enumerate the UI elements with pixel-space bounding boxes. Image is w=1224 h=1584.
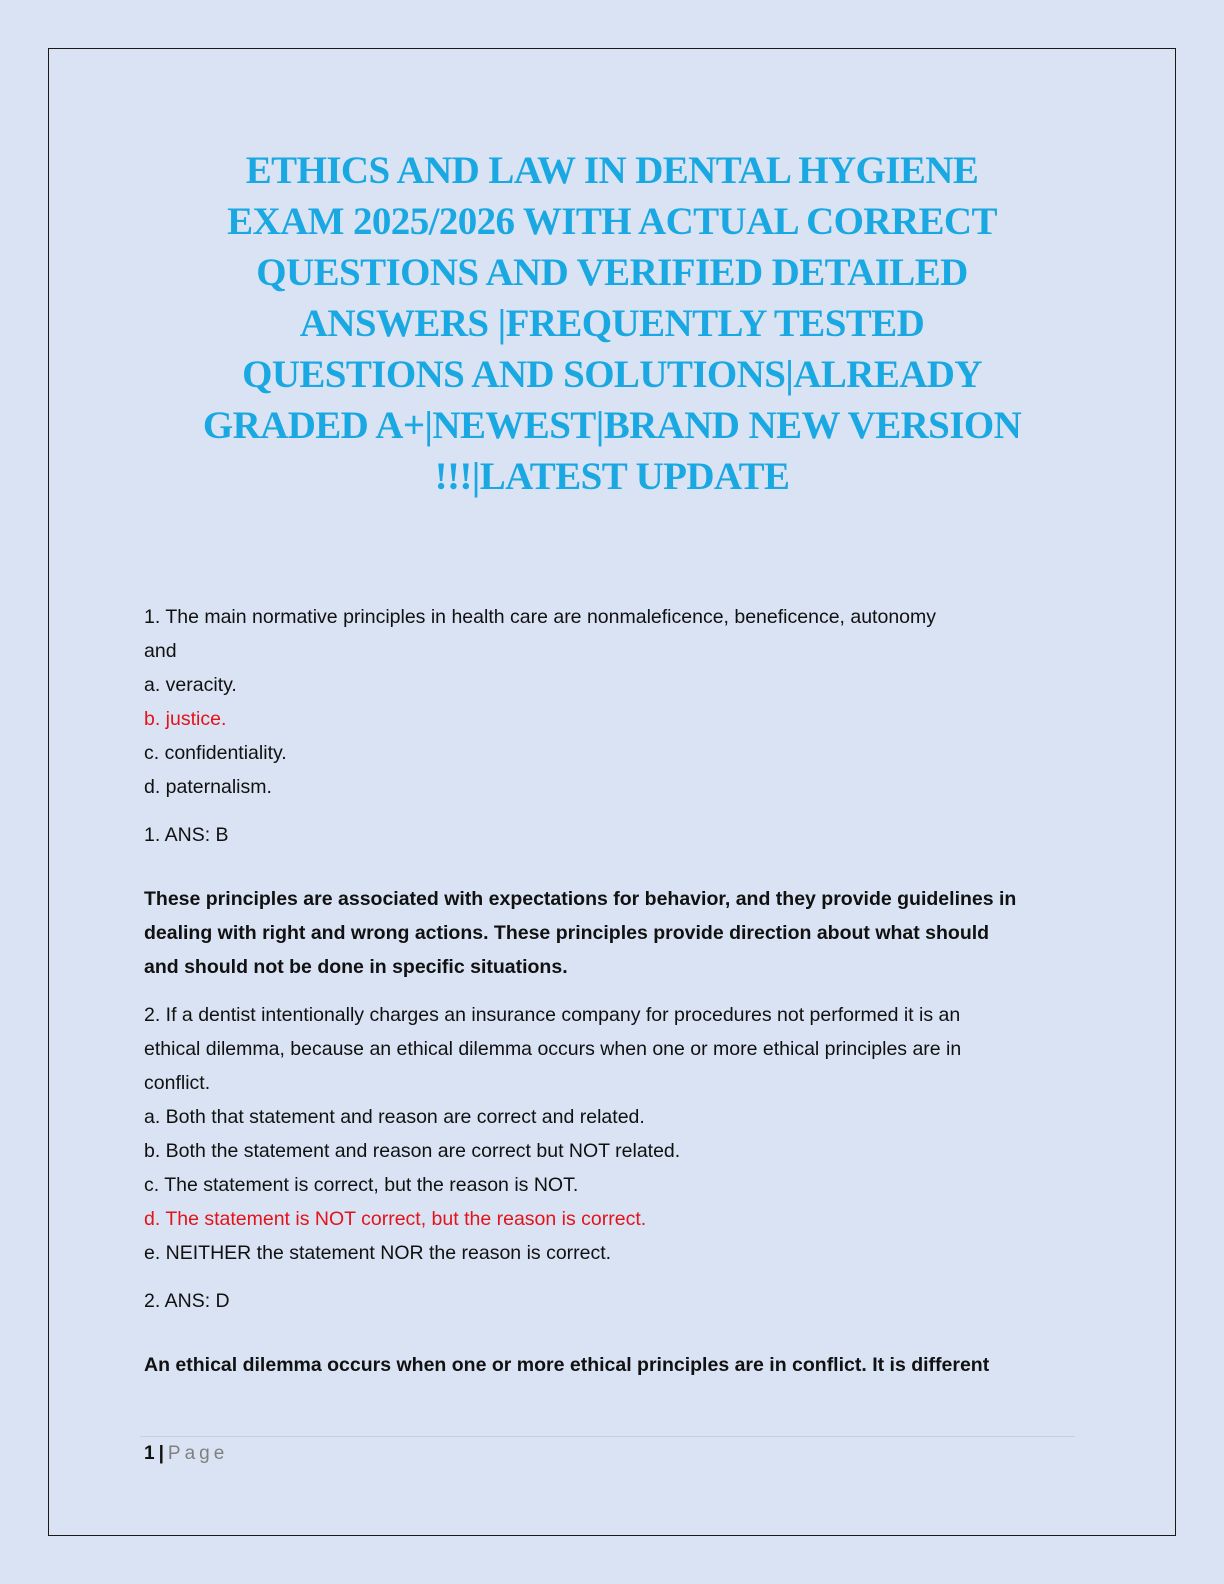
answer-option: c. The statement is correct, but the reason is NOT.: [144, 1174, 579, 1196]
title-line: !!!|LATEST UPDATE: [434, 455, 790, 498]
rationale: and should not be done in specific situations.: [144, 956, 568, 978]
page-number: 1: [144, 1443, 155, 1464]
footer-divider: [140, 1436, 1075, 1437]
title-line: EXAM 2025/2026 WITH ACTUAL CORRECT: [227, 200, 997, 243]
answer-option: c. confidentiality.: [144, 742, 287, 764]
document-body: [144, 600, 1084, 1382]
answer-option: b. Both the statement and reason are correct but NOT related.: [144, 1140, 681, 1162]
answer-key: 1. ANS: B: [144, 824, 229, 846]
rationale: These principles are associated with expectations for behavior, and they provide guidelines in: [144, 888, 1017, 910]
title-line: ETHICS AND LAW IN DENTAL HYGIENE: [245, 149, 979, 192]
question-stem: 1. The main normative principles in health care are nonmaleficence, beneficence, autonomy: [144, 606, 937, 628]
question-stem: and: [144, 640, 177, 662]
answer-key: 2. ANS: D: [144, 1290, 230, 1312]
correct-answer-option: b. justice.: [144, 708, 227, 730]
answer-option: a. Both that statement and reason are correct and related.: [144, 1106, 645, 1128]
question-stem: conflict.: [144, 1072, 211, 1094]
question-2: [144, 998, 1084, 1382]
question-stem: ethical dilemma, because an ethical dilemma occurs when one or more ethical principles are in: [144, 1038, 962, 1060]
footer-separator: |: [158, 1443, 164, 1464]
answer-option: e. NEITHER the statement NOR the reason is correct.: [144, 1242, 612, 1264]
answer-option: d. paternalism.: [144, 776, 272, 798]
rationale: An ethical dilemma occurs when one or more ethical principles are in conflict. It is different: [144, 1354, 990, 1376]
question-stem: 2. If a dentist intentionally charges an insurance company for procedures not performed it is an: [144, 1004, 961, 1026]
page-footer: [144, 1440, 228, 1468]
title-line: ANSWERS |FREQUENTLY TESTED: [299, 302, 925, 345]
answer-option: a. veracity.: [144, 674, 237, 696]
title-line: QUESTIONS AND VERIFIED DETAILED: [256, 251, 968, 294]
question-1: [144, 600, 1084, 984]
correct-answer-option: d. The statement is NOT correct, but the reason is correct.: [144, 1208, 647, 1230]
document-title: [140, 145, 1084, 502]
title-line: GRADED A+|NEWEST|BRAND NEW VERSION: [202, 404, 1022, 447]
rationale: dealing with right and wrong actions. These principles provide direction about what should: [144, 922, 990, 944]
page-label: Page: [167, 1443, 229, 1464]
title-line: QUESTIONS AND SOLUTIONS|ALREADY: [242, 353, 982, 396]
